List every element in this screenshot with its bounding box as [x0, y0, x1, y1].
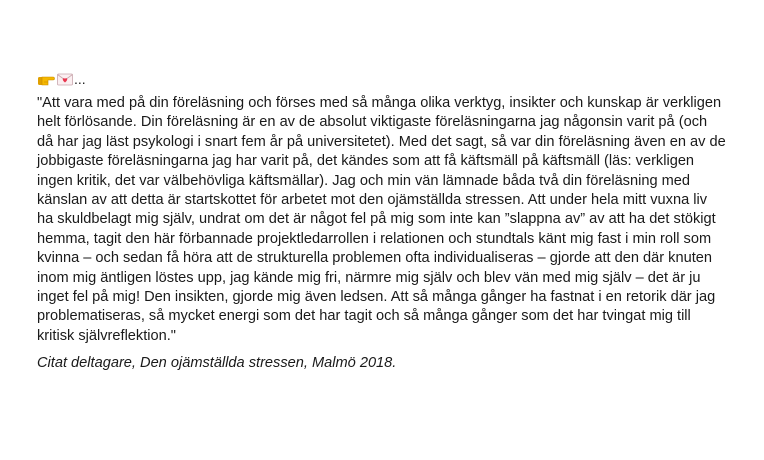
pointing-hand-icon — [37, 72, 55, 86]
ellipsis-text: ... — [74, 71, 86, 87]
love-letter-icon — [57, 72, 73, 86]
document-body — [37, 64, 727, 374]
quote-citation: Citat deltagare, Den ojämställda stressen, Malmö 2018. — [37, 355, 397, 372]
testimonial-quote: "Att vara med på din föreläsning och förses med så många olika verktyg, insikter och kunskap är verkligen helt förlösande. Din föreläsning är en av de absolut viktigaste föreläsningarna jag någonsin varit på (och då har jag läst psykologi i snart fem år på universitetet). Med det sagt, så var din föreläsning även en av de jobbigaste föreläsningarna jag har varit på, det kändes som att få käftsmäll på käftsmäll (läs: verkligen ingen kritik, det var välbehövliga käftsmällar). Jag och min vän lämnade båda två din föreläsning med känslan av att detta är startskottet för arbetet mot den ojämställda stressen. Att under hela mitt vuxna liv ha skuldbelagt mig själv, undrat om det är något fel på mig som inte kan ”slappna av” av att ha det stökigt hemma, tagit den här förbannade projektledarrollen i relationen och stundtals känt mig fast i min roll som kvinna – och sedan få höra att de strukturella problemen ofta individualiseras – gjorde att den där knuten inom mig äntligen löstes upp, jag kände mig fri, närmre mig själv och blev vän med mig själv – det är ju inget fel på mig! Den insikten, gjorde mig även ledsen. Att så många gånger ha fastnat i en retorik där jag problematiseras, så mycket energi som det har tagit och så många gånger som det har tvingat mig till kritisk självreflektion." — [37, 95, 726, 344]
emoji-header — [37, 64, 727, 86]
